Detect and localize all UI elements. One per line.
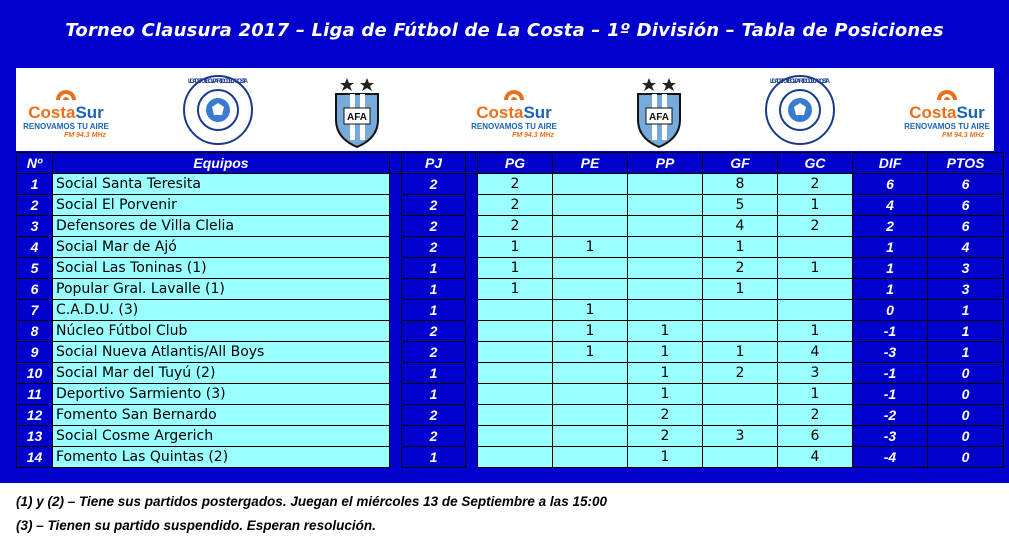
cell-gf: 1 [703,237,778,258]
cell-pe: 1 [553,321,628,342]
cell-ptos: 3 [928,258,1004,279]
cell-gf [703,405,778,426]
cell-pp [628,258,703,279]
cell-pg [478,342,553,363]
cell-pj: 2 [402,405,466,426]
cell-gc: 6 [778,426,853,447]
column-separator [390,216,402,237]
cell-pj: 1 [402,258,466,279]
cell-gc: 4 [778,342,853,363]
cell-pos: 7 [17,300,53,321]
cell-team: Defensores de Villa Clelia [53,216,390,237]
header-pe: PE [553,153,628,174]
cell-pos: 1 [17,174,53,195]
cell-team: Fomento Las Quintas (2) [53,447,390,468]
table-row [17,426,1004,447]
cell-pg [478,426,553,447]
cell-pj: 2 [402,174,466,195]
cell-pg [478,300,553,321]
cell-pos: 9 [17,342,53,363]
cell-team: Núcleo Fútbol Club [53,321,390,342]
cell-pp [628,300,703,321]
cell-pe [553,216,628,237]
column-separator [466,363,478,384]
table-row [17,405,1004,426]
cell-pj: 1 [402,384,466,405]
table-row [17,384,1004,405]
column-separator [466,195,478,216]
table-row [17,279,1004,300]
table-row [17,174,1004,195]
cell-ptos: 1 [928,342,1004,363]
liga-futbol-costa-logo [176,68,260,151]
cell-pe [553,384,628,405]
sun-icon [934,80,960,102]
column-separator [466,237,478,258]
cell-gc: 2 [778,216,853,237]
cell-team: Social Mar del Tuyú (2) [53,363,390,384]
cell-pe: 1 [553,237,628,258]
cell-pg: 2 [478,195,553,216]
cell-pe [553,174,628,195]
cell-pj: 1 [402,300,466,321]
cell-gf: 5 [703,195,778,216]
column-separator [390,174,402,195]
cell-ptos: 3 [928,279,1004,300]
column-separator [466,279,478,300]
cell-pe: 1 [553,300,628,321]
footnote-postponed: (1) y (2) – Tiene sus partidos postergados. Juegan el miércoles 13 de Septiembre a las 15:00 [16,494,607,509]
cell-pe: 1 [553,342,628,363]
svg-text:LIGA DE FUTBOL - PARTIDO DE LA: LIGA DE FUTBOL - PARTIDO DE LA COSTA [188,78,248,85]
cell-pg [478,447,553,468]
cell-gc: 1 [778,321,853,342]
liga-futbol-costa-logo [758,68,842,151]
costasur-logo: CostaSur RENOVAMOS TU AIRE FM 94.3 MHz [16,68,116,151]
liga-crest-icon [181,73,255,147]
cell-pp: 1 [628,384,703,405]
column-separator [466,384,478,405]
sun-icon [501,80,527,102]
cell-pj: 1 [402,279,466,300]
cell-gc: 2 [778,405,853,426]
cell-ptos: 0 [928,384,1004,405]
cell-team: Deportivo Sarmiento (3) [53,384,390,405]
cell-pp [628,216,703,237]
column-separator [390,195,402,216]
header-pp: PP [628,153,703,174]
cell-pp: 1 [628,342,703,363]
column-separator [466,216,478,237]
cell-pg [478,405,553,426]
cell-dif: 2 [853,216,928,237]
column-separator [390,258,402,279]
cell-team: Social Nueva Atlantis/All Boys [53,342,390,363]
cell-team: Social Mar de Ajó [53,237,390,258]
footnote-suspended: (3) – Tienen su partido suspendido. Esperan resolución. [16,518,376,533]
column-separator [390,447,402,468]
costasur-logo: CostaSur RENOVAMOS TU AIRE FM 94.3 MHz [464,68,564,151]
header-pos: Nº [17,153,53,174]
cell-pg: 1 [478,258,553,279]
cell-team: Popular Gral. Lavalle (1) [53,279,390,300]
table-row [17,237,1004,258]
svg-text:AFA: AFA [347,111,367,123]
cell-ptos: 0 [928,363,1004,384]
afa-crest [326,68,388,151]
cell-gf: 1 [703,279,778,300]
cell-dif: -3 [853,342,928,363]
cell-ptos: 1 [928,300,1004,321]
svg-text:AFA: AFA [649,111,669,123]
column-separator [390,279,402,300]
column-separator [466,174,478,195]
cell-gf: 2 [703,258,778,279]
cell-pp [628,237,703,258]
cell-dif: 6 [853,174,928,195]
cell-dif: -2 [853,405,928,426]
header-ptos: PTOS [928,153,1004,174]
column-separator [390,405,402,426]
cell-dif: 0 [853,300,928,321]
cell-ptos: 0 [928,405,1004,426]
cell-pp [628,195,703,216]
table-row [17,195,1004,216]
liga-crest-icon [763,73,837,147]
cell-gc [778,237,853,258]
cell-dif: 1 [853,237,928,258]
cell-ptos: 4 [928,237,1004,258]
cell-gf: 3 [703,426,778,447]
cell-ptos: 6 [928,216,1004,237]
header-gc: GC [778,153,853,174]
cell-pj: 2 [402,195,466,216]
column-separator [466,426,478,447]
cell-pos: 2 [17,195,53,216]
header-gf: GF [703,153,778,174]
cell-gc [778,279,853,300]
cell-ptos: 0 [928,426,1004,447]
column-separator [466,258,478,279]
cell-gc [778,300,853,321]
cell-dif: 1 [853,258,928,279]
table-row [17,258,1004,279]
table-row [17,363,1004,384]
page-title: Torneo Clausura 2017 – Liga de Fútbol de La Costa – 1º División – Tabla de Posiciones [65,20,944,41]
cell-pos: 10 [17,363,53,384]
cell-gc: 1 [778,258,853,279]
cell-team: Social Las Toninas (1) [53,258,390,279]
table-row [17,321,1004,342]
standings-table [16,152,1004,468]
cell-gc: 1 [778,384,853,405]
cell-pp: 2 [628,405,703,426]
costasur-logo: CostaSur RENOVAMOS TU AIRE FM 94.3 MHz [900,68,994,151]
cell-gc: 4 [778,447,853,468]
afa-shield-icon [330,70,384,150]
cell-pe [553,447,628,468]
table-row [17,300,1004,321]
cell-dif: 1 [853,279,928,300]
column-separator [390,237,402,258]
cell-pos: 5 [17,258,53,279]
cell-pg: 1 [478,279,553,300]
cell-gf [703,447,778,468]
cell-ptos: 1 [928,321,1004,342]
cell-pos: 13 [17,426,53,447]
header-dif: DIF [853,153,928,174]
cell-pp [628,174,703,195]
logo-strip [16,68,994,151]
cell-team: Fomento San Bernardo [53,405,390,426]
cell-gf: 2 [703,363,778,384]
cell-team: Social Cosme Argerich [53,426,390,447]
cell-gf: 8 [703,174,778,195]
cell-ptos: 6 [928,195,1004,216]
column-separator [390,426,402,447]
column-separator [466,342,478,363]
cell-ptos: 0 [928,447,1004,468]
cell-pos: 8 [17,321,53,342]
cell-pos: 3 [17,216,53,237]
column-separator [390,363,402,384]
column-separator [390,342,402,363]
cell-pj: 2 [402,426,466,447]
cell-pe [553,279,628,300]
column-separator [466,405,478,426]
afa-crest [628,68,690,151]
column-separator [390,300,402,321]
cell-pj: 2 [402,216,466,237]
cell-gf [703,321,778,342]
cell-ptos: 6 [928,174,1004,195]
cell-pp: 2 [628,426,703,447]
cell-pj: 2 [402,321,466,342]
cell-pos: 4 [17,237,53,258]
cell-pj: 1 [402,363,466,384]
column-separator [390,384,402,405]
cell-team: C.A.D.U. (3) [53,300,390,321]
cell-pg [478,384,553,405]
cell-pp: 1 [628,321,703,342]
cell-dif: -1 [853,363,928,384]
table-row [17,216,1004,237]
cell-gc: 2 [778,174,853,195]
cell-pg: 2 [478,216,553,237]
cell-pg: 2 [478,174,553,195]
cell-pp: 1 [628,447,703,468]
cell-gf: 1 [703,342,778,363]
cell-pg: 1 [478,237,553,258]
cell-gf [703,384,778,405]
cell-pos: 12 [17,405,53,426]
table-header-row [17,153,1004,174]
cell-dif: -1 [853,384,928,405]
cell-gf: 4 [703,216,778,237]
column-separator [466,300,478,321]
cell-pj: 1 [402,447,466,468]
cell-pj: 2 [402,237,466,258]
cell-pg [478,363,553,384]
cell-pos: 14 [17,447,53,468]
cell-dif: -4 [853,447,928,468]
cell-dif: 4 [853,195,928,216]
column-separator [466,447,478,468]
cell-pos: 6 [17,279,53,300]
cell-pe [553,426,628,447]
cell-pe [553,258,628,279]
cell-pp [628,279,703,300]
cell-team: Social El Porvenir [53,195,390,216]
cell-team: Social Santa Teresita [53,174,390,195]
table-row [17,447,1004,468]
header-team: Equipos [53,153,390,174]
sun-icon [53,80,79,102]
cell-gf [703,300,778,321]
cell-gc: 3 [778,363,853,384]
cell-pj: 2 [402,342,466,363]
column-separator [466,321,478,342]
column-separator [390,321,402,342]
svg-text:LIGA DE FUTBOL - PARTIDO DE LA: LIGA DE FUTBOL - PARTIDO DE LA COSTA [770,78,830,85]
afa-shield-icon [632,70,686,150]
header-pg: PG [478,153,553,174]
cell-dif: -1 [853,321,928,342]
cell-pe [553,405,628,426]
cell-pe [553,363,628,384]
cell-dif: -3 [853,426,928,447]
cell-pe [553,195,628,216]
cell-gc: 1 [778,195,853,216]
cell-pos: 11 [17,384,53,405]
cell-pp: 1 [628,363,703,384]
cell-pg [478,321,553,342]
table-row [17,342,1004,363]
header-pj: PJ [402,153,466,174]
